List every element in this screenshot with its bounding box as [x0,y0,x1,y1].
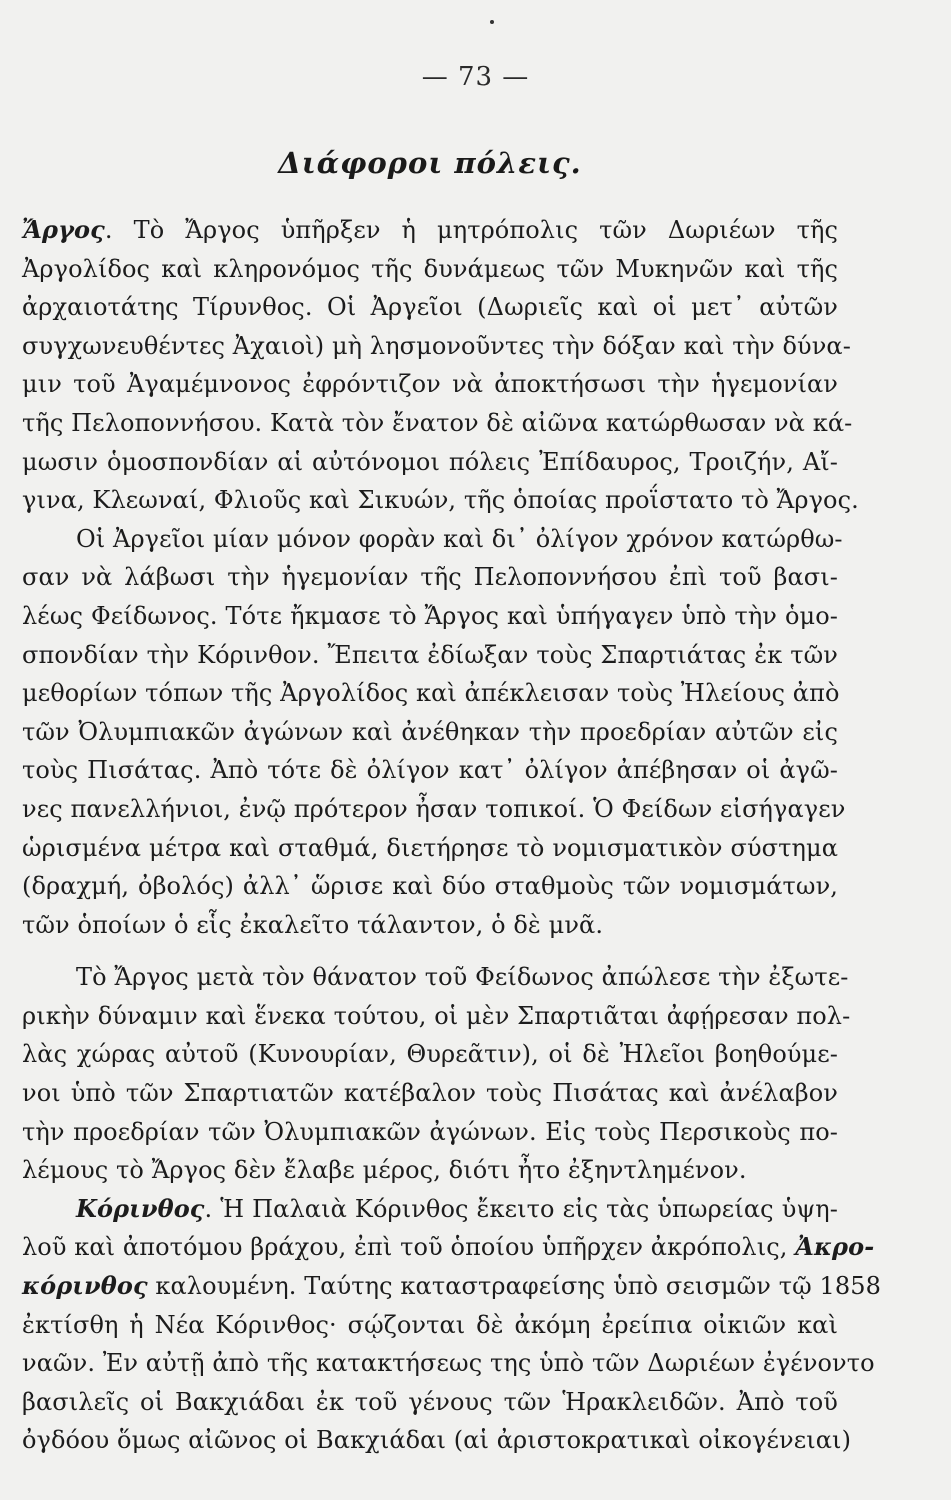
text-line [22,327,851,366]
text-line [22,1344,875,1383]
text-line [22,867,838,906]
text-line [22,997,851,1036]
text-line [22,1228,875,1267]
line-text: ἀρχαιοτάτης Τίρυνθος. Οἱ Ἀργεῖοι (Δωριεῖς καὶ οἱ μετ᾽ αὐτῶν [22,293,838,322]
text-line [22,713,838,752]
line-text: νες πανελλήνιοι, ἐνῷ πρότερον ἦσαν τοπικοί. Ὁ Φείδων εἰσήγαγεν [22,794,846,823]
text-line [22,1190,838,1229]
line-text: ρικὴν δύναμιν καὶ ἕνεκα τούτου, οἱ μὲν Σπαρτιᾶται ἀφῄρεσαν πολ- [22,1001,851,1030]
text-line [22,1035,838,1074]
line-text: τῆς Πελοποννήσου. Κατὰ τὸν ἔνατον δὲ αἰῶνα κατώρθωσαν νὰ κά- [22,408,853,437]
line-text: σαν νὰ λάβωσι τὴν ἡγεμονίαν τῆς Πελοποννήσου ἐπὶ τοῦ βασι- [22,563,838,592]
line-text: τῶν ὁποίων ὁ εἷς ἐκαλεῖτο τάλαντον, ὁ δὲ μνᾶ. [22,910,604,939]
text-line [22,597,838,636]
line-text: βασιλεῖς οἱ Βακχιάδαι ἐκ τοῦ γένους τῶν Ἡρακλειδῶν. Ἀπὸ τοῦ [22,1387,838,1416]
text-line [22,365,838,404]
text-line [22,829,838,868]
text-line [22,558,838,597]
line-text: ναῶν. Ἐν αὐτῇ ἀπὸ τῆς κατακτήσεως της ὑπὸ τῶν Δωριέων ἐγένοντο [22,1349,875,1378]
text-line [22,790,846,829]
print-speck [490,20,494,24]
text-line [22,1151,838,1190]
entry-heading: Κόρινθος [76,1193,205,1223]
body-text [22,211,881,1460]
line-text: . Ἡ Παλαιὰ Κόρινθος ἔκειτο εἰς τὰς ὑπωρείας ὑψη- [204,1194,838,1223]
text-line [22,443,838,482]
line-text: τὴν προεδρίαν τῶν Ὀλυμπιακῶν ἀγώνων. Εἰς τοὺς Περσικοὺς πο- [22,1117,838,1146]
text-line [22,481,859,520]
line-text: μιν τοῦ Ἀγαμέμνονος ἐφρόντιζον νὰ ἀποκτήσωσι τὴν ἡγεμονίαν [22,370,838,399]
line-text: νοι ὑπὸ τῶν Σπαρτιατῶν κατέβαλον τοὺς Πισάτας καὶ ἀνέλαβον [22,1079,838,1108]
line-text: μωσιν ὁμοσπονδίαν αἱ αὐτόνομοι πόλεις Ἐπίδαυρος, Τροιζήν, Αἴ- [22,447,838,476]
line-text: ὡρισμένα μέτρα καὶ σταθμά, διετήρησε τὸ νομισματικὸν σύστημα [22,833,838,862]
section-title: Διάφοροι πόλεις. [278,146,582,180]
line-text: λέμους τὸ Ἄργος δὲν ἔλαβε μέρος, διότι ἦτο ἐξηντλημένον. [22,1156,747,1185]
line-text: Οἱ Ἀργεῖοι μίαν μόνον φορὰν καὶ δι᾽ ὀλίγον χρόνον κατώρθω- [76,524,843,553]
text-line [22,404,853,443]
text-line [22,211,838,250]
text-line [22,1383,838,1422]
line-text: τῶν Ὀλυμπιακῶν ἀγώνων καὶ ἀνέθηκαν τὴν προεδρίαν αὐτῶν εἰς [22,717,838,746]
text-line [22,1421,852,1460]
line-text: συγχωνευθέντες Ἀχαιοὶ) μὴ λησμονοῦντες τὴν δόξαν καὶ τὴν δύνα- [22,331,851,360]
text-line [22,250,838,289]
text-line [22,906,838,945]
entry-heading: Ἄργος [22,215,105,244]
line-text: γινα, Κλεωναί, Φλιοῦς καὶ Σικυών, τῆς ὁποίας προΐστατο τὸ Ἄργος. [22,486,859,515]
line-text: σπονδίαν τὴν Κόρινθον. Ἔπειτα ἐδίωξαν τοὺς Σπαρτιάτας ἐκ τῶν [22,640,838,669]
page-number: — 73 — [421,62,530,92]
line-text: (δραχμή, ὀβολός) ἀλλ᾽ ὥρισε καὶ δύο σταθμοὺς τῶν νομισμάτων, [22,872,838,901]
text-line [22,288,838,327]
line-text: ὀγδόου ὅμως αἰῶνος οἱ Βακχιάδαι (αἱ ἀριστοκρατικαὶ οἰκογένειαι) [22,1426,852,1455]
text-line [22,636,838,675]
line-text: Τὸ Ἄργος μετὰ τὸν θάνατον τοῦ Φείδωνος ἀπώλεσε τὴν ἐξωτε- [76,963,849,992]
line-text: λὰς χώρας αὐτοῦ (Κυνουρίαν, Θυρεᾶτιν), οἱ δὲ Ἠλεῖοι βοηθούμε- [22,1040,838,1069]
entry-heading: κόρινθος [22,1271,148,1301]
line-text: . Τὸ Ἄργος ὑπῆρξεν ἡ μητρόπολις τῶν Δωριέων τῆς [104,216,838,244]
text-line [22,1113,838,1152]
line-text: Ἀργολίδος καὶ κληρονόμος τῆς δυνάμεως τῶν Μυκηνῶν καὶ τῆς [22,254,838,283]
text-line [22,1267,881,1306]
text-line [22,1306,838,1345]
text-line [22,520,843,559]
line-text: λοῦ καὶ ἀποτόμου βράχου, ἐπὶ τοῦ ὁποίου ὑπῆρχεν ἀκρόπολις, [22,1233,796,1262]
text-line [22,958,849,997]
paragraph-gap [22,944,838,958]
entry-heading: Ἀκρο- [795,1232,875,1262]
text-line [22,1074,838,1113]
text-line [22,751,838,790]
line-text: λέως Φείδωνος. Τότε ἤκμασε τὸ Ἄργος καὶ ὑπήγαγεν ὑπὸ τὴν ὁμο- [22,601,838,630]
line-text: ἐκτίσθη ἡ Νέα Κόρινθος· σῴζονται δὲ ἀκόμη ἐρείπια οἰκιῶν καὶ [22,1310,838,1339]
text-line [22,674,838,713]
line-text: μεθορίων τόπων τῆς Ἀργολίδος καὶ ἀπέκλεισαν τοὺς Ἠλείους ἀπὸ [22,679,840,708]
line-text: καλουμένη. Ταύτης καταστραφείσης ὑπὸ σεισμῶν τῷ 1858 [147,1272,881,1301]
line-text: τοὺς Πισάτας. Ἀπὸ τότε δὲ ὀλίγον κατ᾽ ὀλίγον ἀπέβησαν οἱ ἀγῶ- [22,756,838,785]
